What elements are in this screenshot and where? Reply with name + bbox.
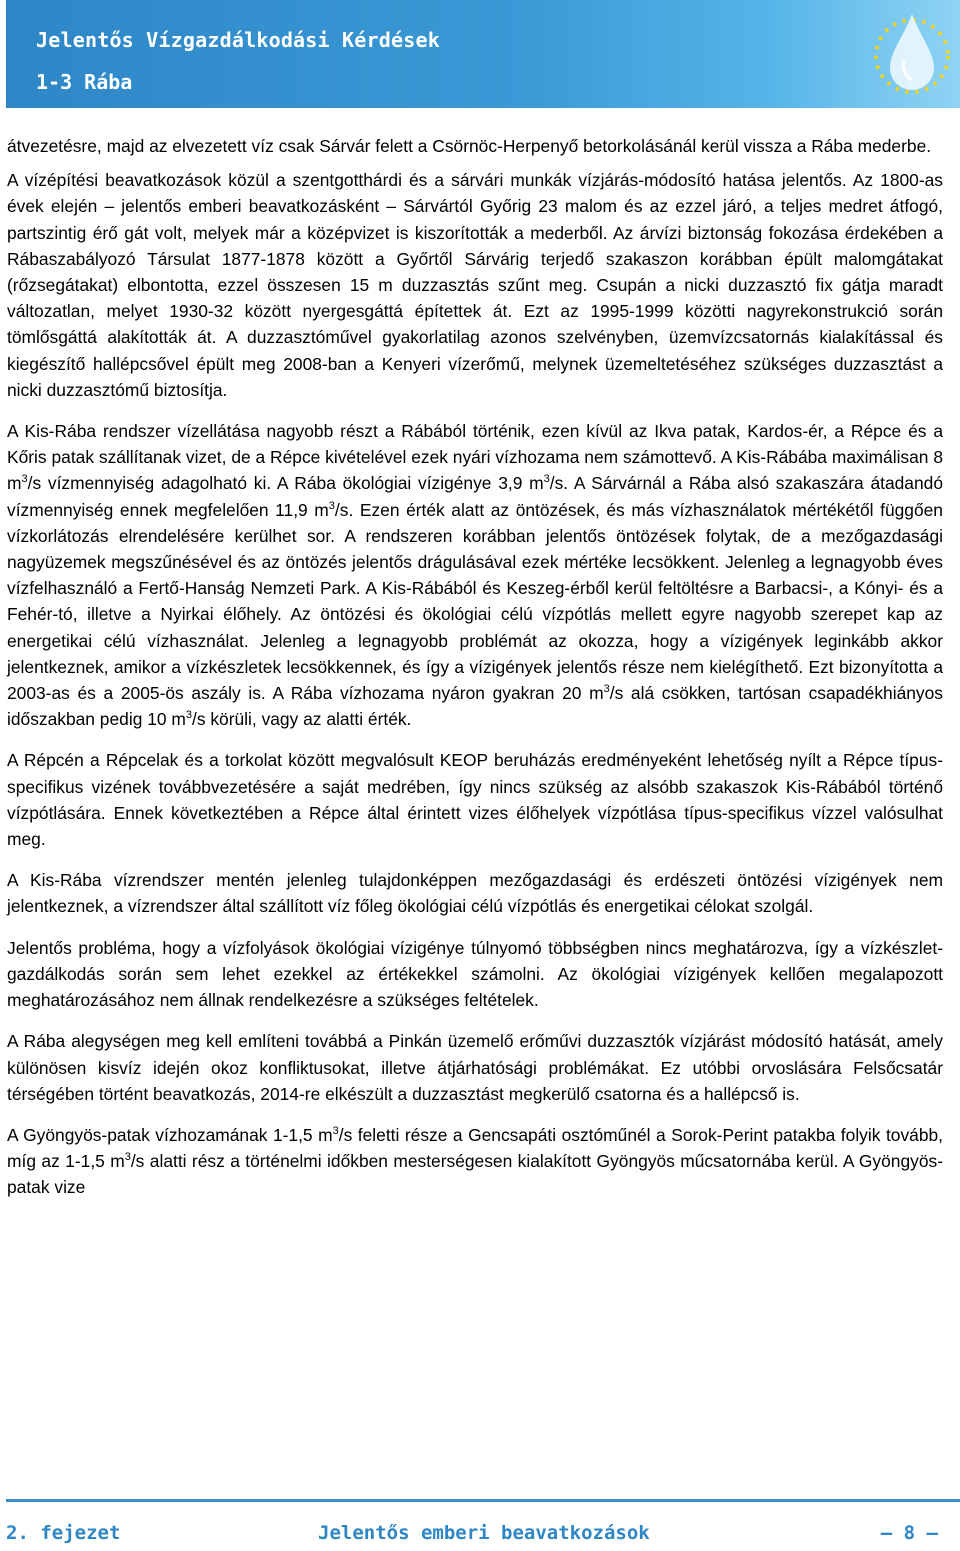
document-body bbox=[7, 133, 943, 1216]
paragraph: A vízépítési beavatkozások közül a szentgotthárdi és a sárvári munkák vízjárás-módosító hatása jelentős. Az 1800-as évek elején – jelentős emberi beavatkozásként – Sárvártól Győrig 23 malom és az ezzel járó, a teljes medret átfogó, partszintig érő gát volt, melyek már a középvizet is kiszorították a mederből. Az árvízi biztonság fokozása érdekében a Rábaszabályozó Társulat 1877-1878 között a Győrtől Sárvárig terjedő szakaszon korábban épült malomgátakat (rőzsegátakat) elbontotta, ezzel összesen 15 m duzzasztás szűnt meg. Csupán a nicki duzzasztó fix gátja maradt változatlan, melyet 1930-32 között nyergesgáttá építettek át. Ezt az 1995-1999 közötti nagyrekonstrukció során tömlősgáttá alakították át. A duzzasztóművel gyakorlatilag azonos szelvényben, üzemvízcsatornás kialakítással és kiegészítő hallépcsővel épült meg 2008-ban a Kenyeri vízerőmű, melynek üzemeltetéséhez szükséges duzzasztást a nicki duzzasztómű biztosítja. bbox=[7, 170, 943, 400]
document-title: Jelentős Vízgazdálkodási Kérdések bbox=[36, 28, 440, 52]
paragraph: Jelentős probléma, hogy a vízfolyások ökológiai vízigénye túlnyomó többségben nincs meghatározva, így a vízkészlet-gazdálkodás során sem lehet ezekkel az értékekkel számolni. Az ökológiai vízigények kellően megalapozott meghatározásához nem állnak rendelkezésre a szükséges feltételek. bbox=[7, 937, 943, 1011]
page-footer bbox=[6, 1522, 938, 1550]
paragraph: A Kis-Rába vízrendszer mentén jelenleg tulajdonképpen mezőgazdasági és erdészeti öntözési vízigények nem jelentkeznek, a vízrendszer által szállított víz főleg ökológiai célú vízpótlás és energetikai célokat szolgál. bbox=[7, 870, 943, 917]
paragraph: A Gyöngyös-patak vízhozamának 1-1,5 $m^3/s$ feletti része a Gencsapáti osztóműnél a Sorok-Perint patakba folyik tovább, míg az 1-1,5 $m^3/s$ alatti rész a történelmi időkben mesterségesen kialakított Gyöngyös műcsatornába kerül. A Gyöngyös-patak vize bbox=[7, 1124, 943, 1198]
footer-divider bbox=[6, 1499, 960, 1502]
paragraph: A Kis-Rába rendszer vízellátása nagyobb részt a Rábából történik, ezen kívül az Ikva patak, Kardos-ér, a Répce és a Kőris patak szállítanak vizet, de a Répce kivételével ezek nyári vízhozama nem számottevő. A Kis-Rábába maximálisan 8 $m^3/s$ vízmennyiség adagolható ki. A Rába ökológiai vízigénye 3,9 $m^3/s$. A Sárvárnál a Rába alsó szakaszára átadandó vízmennyiség ennek megfelelően 11,9 $m^3/s$. Ezen érték alatt az öntözések, és más vízhasználatok mértékétől függően vízkorlátozás elrendelésére kerülhet sor. A rendszeren korábban jelentős öntözések folytak, de a mezőgazdasági nagyüzemek megszűnésével és az öntözés jelentős drágulásával ezek mértéke lecsökkent. Jelenleg a legnagyobb éves vízfelhasználó a Fertő-Hanság Nemzeti Park. A Kis-Rábából és Keszeg-érből kerül feltöltésre a Barbacsi-, a Kónyi- és a Fehér-tó, illetve a Nyirkai élőhely. Az öntözési és ökológiai célú vízpótlás mellett egyre nagyobb szerepet kap az energetikai célú vízhasználat. Jelenleg a legnagyobb problémát az okozza, hogy a vízigények leginkább akkor jelentkeznek, amikor a vízkészletek lecsökkennek, és így a vízigények jelentős része nem kielégíthető. Ezt bizonyította a 2003-as és a 2005-ös aszály is. A Rába vízhozama nyáron gyakran 20 $m^3/s$ alá csökken, tartósan csapadékhiányos időszakban pedig 10 $m^3/s$ körüli, vagy az alatti érték. bbox=[7, 421, 943, 730]
chapter-title: Jelentős emberi beavatkozások bbox=[318, 1522, 650, 1544]
page-number: — 8 — bbox=[880, 1522, 938, 1544]
paragraph: A Répcén a Répcelak és a torkolat között megvalósult KEOP beruházás eredményeként lehetőség nyílt a Répce típus-specifikus vizének továbbvezetésére a saját medrében, így nincs szükség az alsóbb szakaszok Kis-Rábából történő vízpótlására. Ennek következtében a Répce által érintett vizes élőhelyek vízpótlása típus-specifikus vízzel valósulhat meg. bbox=[7, 750, 943, 850]
paragraph: átvezetésre, majd az elvezetett víz csak Sárvár felett a Csörnöc-Herpenyő betorkolásánál kerül vissza a Rába mederbe. bbox=[7, 136, 932, 156]
chapter-label: 2. fejezet bbox=[6, 1522, 121, 1544]
section-subtitle: 1-3 Rába bbox=[36, 70, 133, 94]
water-drop-eu-stars-icon bbox=[872, 4, 952, 104]
page-header bbox=[6, 0, 960, 108]
paragraph: A Rába alegységen meg kell említeni továbbá a Pinkán üzemelő erőművi duzzasztók vízjárást módosító hatását, amely különösen kisvíz idején okoz konfliktusokat, illetve átjárhatósági problémákat. Ez utóbbi orvoslására Felsőcsatár térségében történt beavatkozás, 2014-re elkészült a duzzasztást megkerülő csatorna és a hallépcső is. bbox=[7, 1031, 943, 1104]
